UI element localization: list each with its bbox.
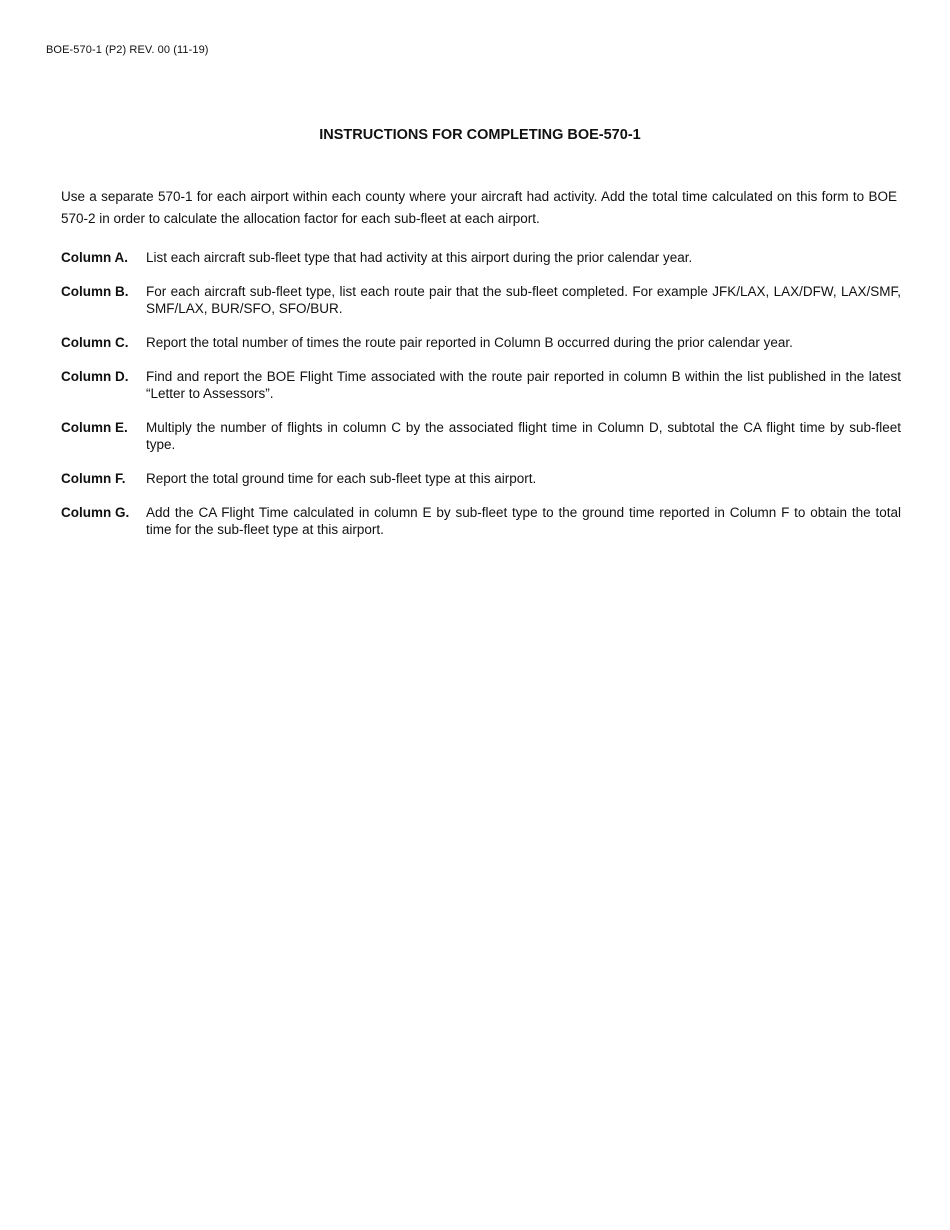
column-f-instruction: [61, 470, 901, 487]
column-c-instruction: [61, 334, 901, 351]
column-a-label: Column A.: [61, 250, 128, 265]
column-f-label: Column F.: [61, 471, 126, 486]
column-e-label: Column E.: [61, 420, 128, 435]
column-c-text: Report the total number of times the route pair reported in Column B occurred during the prior calendar year.: [146, 335, 793, 350]
intro-paragraph: Use a separate 570-1 for each airport within each county where your aircraft had activity. Add the total time calculated on this form to BOE 570-2 in order to calculate the allocation factor for each sub-fleet at each airport.: [61, 189, 897, 226]
page-title: INSTRUCTIONS FOR COMPLETING BOE-570-1: [319, 127, 641, 143]
column-e-text: Multiply the number of flights in column C by the associated flight time in Column D, subtotal the CA flight time by sub-fleet type.: [146, 420, 901, 452]
column-b-instruction: [61, 283, 901, 317]
form-id: BOE-570-1 (P2) REV. 00 (11-19): [46, 44, 209, 56]
column-g-label: Column G.: [61, 505, 130, 520]
column-c-label: Column C.: [61, 335, 129, 350]
column-e-instruction: [61, 419, 901, 453]
column-instructions: [61, 249, 901, 555]
column-b-label: Column B.: [61, 284, 129, 299]
column-a-text: List each aircraft sub-fleet type that had activity at this airport during the prior calendar year.: [146, 250, 693, 265]
column-g-text: Add the CA Flight Time calculated in column E by sub-fleet type to the ground time reported in Column F to obtain the total time for the sub-fleet type at this airport.: [146, 505, 901, 537]
column-d-text: Find and report the BOE Flight Time associated with the route pair reported in column B within the list published in the latest “Letter to Assessors”.: [146, 369, 901, 401]
column-f-text: Report the total ground time for each sub-fleet type at this airport.: [146, 471, 537, 486]
column-a-instruction: [61, 249, 901, 266]
column-g-instruction: [61, 504, 901, 538]
column-d-label: Column D.: [61, 369, 129, 384]
column-d-instruction: [61, 368, 901, 402]
column-b-text: For each aircraft sub-fleet type, list each route pair that the sub-fleet completed. For example JFK/LAX, LAX/DFW, LAX/SMF, SMF/LAX, BUR/SFO, SFO/BUR.: [146, 284, 901, 316]
